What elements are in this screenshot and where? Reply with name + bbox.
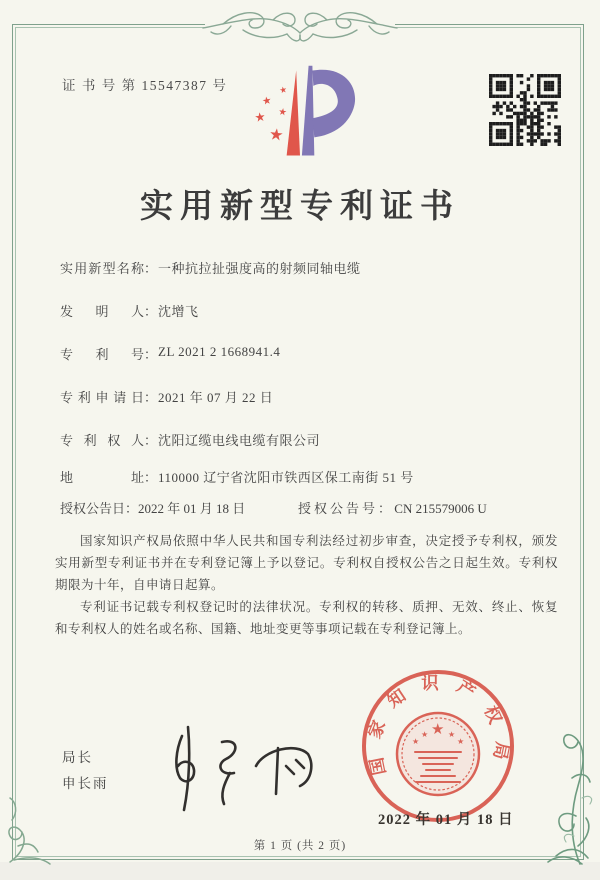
legal-paragraph-2: 专利证书记载专利权登记时的法律状况。专利权的转移、质押、无效、终止、恢复和专利权人的姓名或名称、国籍、地址变更等事项记载在专利登记簿上。 [55,600,558,636]
field-label: 专 利 号 [60,347,144,362]
field-value: ZL 2021 2 1668941.4 [158,344,281,359]
signer-title: 局长 [62,750,93,765]
grant-row: 授权公告日 ： 2022 年 01 月 18 日 授权公告号： CN 215579006 U [60,498,564,517]
svg-text:★: ★ [261,94,273,108]
field-label: 专利申请日 [60,390,144,405]
signer-block [62,745,109,797]
top-flourish-ornament [195,2,405,54]
field-value: 2021 年 07 月 22 日 [158,390,274,405]
qr-code [489,74,561,151]
seal-text: 国家知识产权局 [363,673,513,777]
grant-date-value: 2022 年 01 月 18 日 [138,501,246,516]
field-row-patentee: 专 利 权 人 ： 沈阳辽缆电线电缆有限公司 [60,430,564,445]
field-label: 专 利 权 人 [60,433,144,448]
signature-handwriting [148,722,323,814]
field-label: 实用新型名称 [60,261,144,276]
field-row-address: 地 址 ： 110000 辽宁省沈阳市铁西区保工南街 51 号 [60,467,564,482]
svg-text:★: ★ [431,720,445,738]
svg-text:★: ★ [412,737,420,746]
field-value: 110000 辽宁省沈阳市铁西区保工南街 51 号 [158,470,414,485]
cnipa-logo-icon [238,62,362,164]
certificate-title: 实用新型专利证书 [140,189,460,225]
svg-text:★: ★ [421,730,429,739]
field-label: 地 址 [60,470,144,485]
svg-text:★: ★ [457,737,465,746]
legal-paragraph-1: 国家知识产权局依照中华人民共和国专利法经过初步审查，决定授予专利权，颁发实用新型专利证书并在专利登记簿上予以登记。专利权自授权公告之日起生效。专利权期限为十年，自申请日起算。 [55,534,558,592]
field-row-inventor: 发 明 人 ： 沈增飞 [60,301,564,316]
field-row-name: 实用新型名称 ： 一种抗拉扯强度高的射频同轴电缆 [60,258,564,273]
signer-name: 申长雨 [62,776,109,791]
fields-block [60,258,564,485]
page-footer: 第 1 页 (共 2 页) [253,840,347,852]
grant-date-label: 授权公告日 [60,501,126,516]
official-seal [358,666,518,826]
field-value: 一种抗拉扯强度高的射频同轴电缆 [158,261,361,276]
svg-text:★: ★ [253,108,267,126]
certificate-number: 证 书 号 第 15547387 号 [62,78,228,93]
svg-text:★: ★ [268,124,285,145]
svg-text:★: ★ [277,106,288,119]
field-value: 沈增飞 [158,304,199,319]
grant-no-value: CN 215579006 U [394,501,487,516]
legal-text-block [55,530,558,640]
page-bottom-edge [0,862,600,880]
field-row-patent-no: 专 利 号 ： ZL 2021 2 1668941.4 [60,344,281,362]
field-label: 发 明 人 [60,304,144,319]
grant-no-label: 授权公告号 [298,501,379,516]
svg-text:★: ★ [278,84,289,97]
field-value: 沈阳辽缆电线电缆有限公司 [158,433,321,448]
svg-text:★: ★ [448,730,456,739]
seal-date: 2022 年 01 月 18 日 [378,812,514,828]
grant-no-group: 授权公告号： CN 215579006 U [298,501,487,516]
national-emblem-icon [397,713,479,795]
field-row-filing-date: 专利申请日 ： 2021 年 07 月 22 日 [60,387,564,402]
